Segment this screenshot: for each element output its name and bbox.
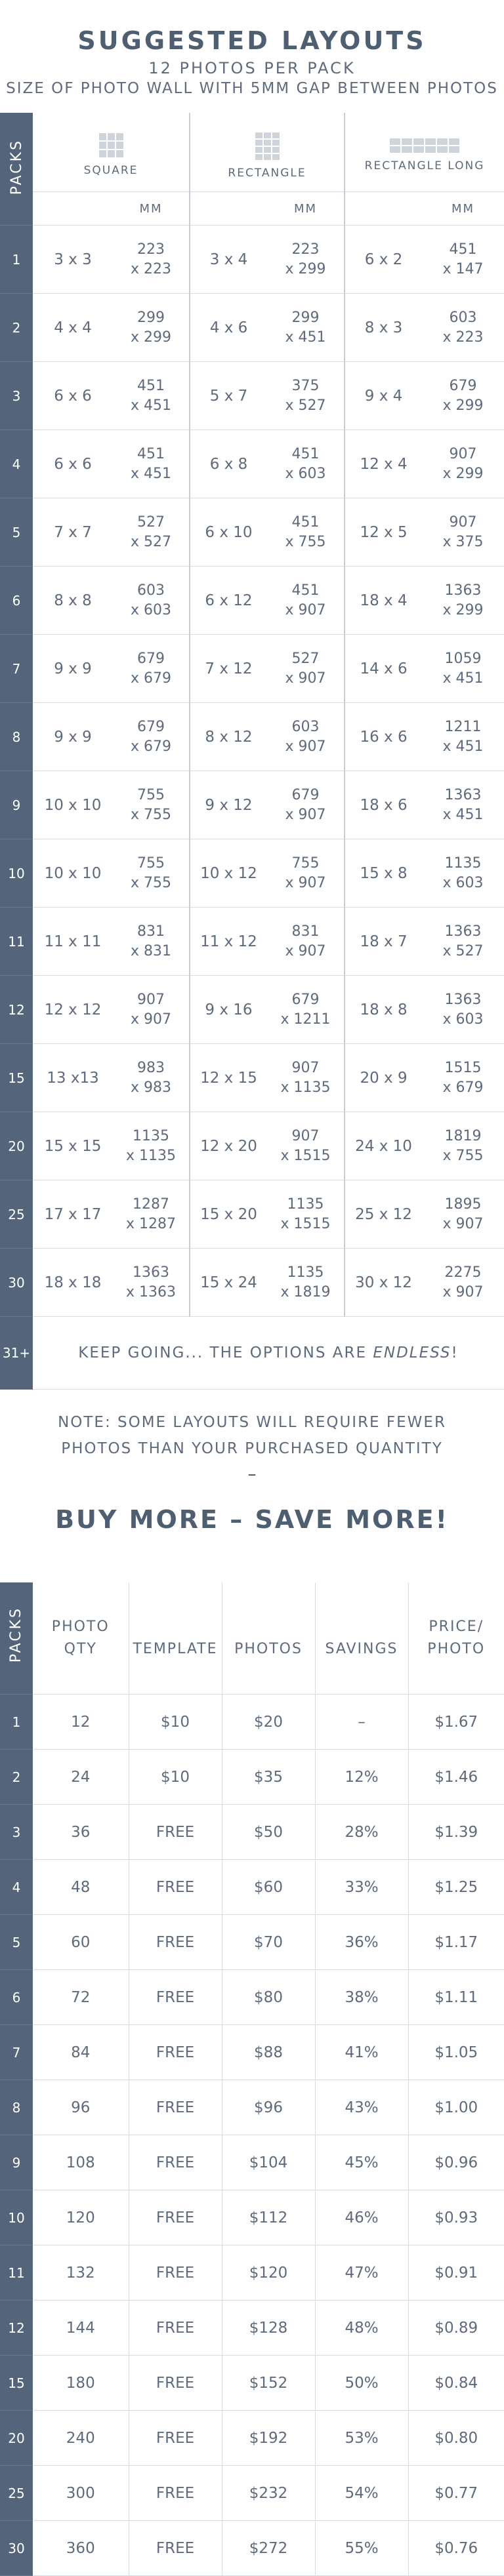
pricing-row: [0, 1695, 504, 1750]
rectangle-long-mm-label: MM: [422, 192, 504, 226]
rectangle-long-size-mm: 1363 x 603: [422, 976, 504, 1044]
rectangle-layout: 10 x 12: [190, 839, 267, 908]
rectangle-size-mm: 451 x 603: [267, 430, 345, 498]
rectangle-long-layout: 30 x 12: [345, 1249, 422, 1317]
price-per-photo: $1.25: [408, 1860, 504, 1915]
rectangle-layout: 12 x 15: [190, 1044, 267, 1112]
rectangle-size-mm: 603 x 907: [267, 703, 345, 771]
template-price: FREE: [129, 2245, 222, 2301]
rectangle-long-layout: 25 x 12: [345, 1180, 422, 1249]
photo-qty: 120: [33, 2190, 129, 2245]
pricing-row: [0, 2025, 504, 2080]
template-price: FREE: [129, 1970, 222, 2025]
rectangle-long-layout: 18 x 7: [345, 908, 422, 976]
photos-header: PHOTOS: [222, 1582, 315, 1695]
pricing-row: [0, 2301, 504, 2356]
photo-qty: 108: [33, 2135, 129, 2190]
photos-price: $96: [222, 2080, 315, 2135]
square-size-mm: 1135 x 1135: [113, 1112, 190, 1180]
square-layout: 6 x 6: [33, 430, 113, 498]
square-layout: 18 x 18: [33, 1249, 113, 1317]
pack-number: 25: [0, 1180, 33, 1249]
rectangle-long-layout: 24 x 10: [345, 1112, 422, 1180]
pack-number: 31+: [0, 1317, 33, 1390]
layout-row: [0, 567, 504, 635]
template-price: FREE: [129, 2466, 222, 2521]
rectangle-size-mm: 527 x 907: [267, 635, 345, 703]
layout-row: [0, 226, 504, 294]
photos-price: $104: [222, 2135, 315, 2190]
pack-number: 15: [0, 2356, 33, 2411]
pack-number: 30: [0, 1249, 33, 1317]
savings: 54%: [315, 2466, 408, 2521]
rectangle-long-layout: 18 x 6: [345, 771, 422, 839]
savings: 41%: [315, 2025, 408, 2080]
layout-row: [0, 771, 504, 839]
layout-row: [0, 703, 504, 771]
layouts-header-row: [0, 113, 504, 192]
rectangle-layout: 6 x 8: [190, 430, 267, 498]
rectangle-size-mm: 299 x 451: [267, 294, 345, 362]
photo-qty: 84: [33, 2025, 129, 2080]
photos-price: $192: [222, 2411, 315, 2466]
rectangle-layout: 12 x 20: [190, 1112, 267, 1180]
pricing-row: [0, 1750, 504, 1805]
photos-price: $272: [222, 2521, 315, 2576]
pack-number: 6: [0, 567, 33, 635]
pricing-row: [0, 1860, 504, 1915]
layout-row: [0, 1180, 504, 1249]
savings: 55%: [315, 2521, 408, 2576]
pricing-row: [0, 2466, 504, 2521]
square-size-mm: 983 x 983: [113, 1044, 190, 1112]
layout-row: [0, 1044, 504, 1112]
photos-price: $112: [222, 2190, 315, 2245]
pack-number: 8: [0, 703, 33, 771]
square-grid-icon: [99, 133, 123, 157]
rectangle-layout: 8 x 12: [190, 703, 267, 771]
rectangle-long-size-mm: 603 x 223: [422, 294, 504, 362]
square-size-mm: 451 x 451: [113, 362, 190, 430]
price-per-photo: $1.39: [408, 1805, 504, 1860]
square-layout: 10 x 10: [33, 839, 113, 908]
square-layout: 12 x 12: [33, 976, 113, 1044]
savings: 33%: [315, 1860, 408, 1915]
price-per-photo: $1.00: [408, 2080, 504, 2135]
size-caption: SIZE OF PHOTO WALL WITH 5MM GAP BETWEEN PHOTOS: [6, 80, 498, 97]
rectangle-layout: 15 x 24: [190, 1249, 267, 1317]
rectangle-long-layout: 14 x 6: [345, 635, 422, 703]
pack-number: 4: [0, 430, 33, 498]
savings: 12%: [315, 1750, 408, 1805]
pack-number: 3: [0, 362, 33, 430]
pricing-row: [0, 1915, 504, 1970]
pack-number: 1: [0, 226, 33, 294]
pack-number: 20: [0, 1112, 33, 1180]
rectangle-long-size-mm: 679 x 299: [422, 362, 504, 430]
rectangle-long-size-mm: 2275 x 907: [422, 1249, 504, 1317]
pack-number: 20: [0, 2411, 33, 2466]
rectangle-layout: 6 x 10: [190, 498, 267, 567]
photo-qty: 300: [33, 2466, 129, 2521]
rectangle-mm-label: MM: [267, 192, 345, 226]
price-per-photo: $0.91: [408, 2245, 504, 2301]
rectangle-long-size-mm: 1895 x 907: [422, 1180, 504, 1249]
square-layout: 6 x 6: [33, 362, 113, 430]
page-title: SUGGESTED LAYOUTS: [77, 26, 427, 55]
layouts-table: [0, 113, 504, 1390]
photos-price: $70: [222, 1915, 315, 1970]
layout-row: [0, 1112, 504, 1180]
price-per-photo: $0.89: [408, 2301, 504, 2356]
page-header: [0, 0, 504, 77]
keep-going-row: [0, 1317, 504, 1390]
pricing-row: [0, 2190, 504, 2245]
square-size-mm: 755 x 755: [113, 839, 190, 908]
layout-row: [0, 362, 504, 430]
square-layout: 9 x 9: [33, 635, 113, 703]
pack-number: 5: [0, 1915, 33, 1970]
rectangle-long-size-mm: 1363 x 527: [422, 908, 504, 976]
savings: 36%: [315, 1915, 408, 1970]
rectangle-long-layout: 9 x 4: [345, 362, 422, 430]
savings: 43%: [315, 2080, 408, 2135]
template-price: FREE: [129, 2521, 222, 2576]
photos-price: $35: [222, 1750, 315, 1805]
savings: 46%: [315, 2190, 408, 2245]
rectangle-layout: 15 x 20: [190, 1180, 267, 1249]
pack-number: 11: [0, 908, 33, 976]
photos-price: $232: [222, 2466, 315, 2521]
rectangle-long-layout: 12 x 5: [345, 498, 422, 567]
rectangle-layout: 9 x 16: [190, 976, 267, 1044]
square-layout: 10 x 10: [33, 771, 113, 839]
pricing-row: [0, 2521, 504, 2576]
pack-number: 30: [0, 2521, 33, 2576]
layout-row: [0, 498, 504, 567]
photos-price: $80: [222, 1970, 315, 2025]
price-per-photo: $0.96: [408, 2135, 504, 2190]
template-price: FREE: [129, 2190, 222, 2245]
layout-row: [0, 908, 504, 976]
pack-number: 9: [0, 771, 33, 839]
photo-qty: 60: [33, 1915, 129, 1970]
square-size-mm: 755 x 755: [113, 771, 190, 839]
rectangle-layout: 6 x 12: [190, 567, 267, 635]
pack-number: 7: [0, 2025, 33, 2080]
rectangle-long-layout: 6 x 2: [345, 226, 422, 294]
savings: –: [315, 1695, 408, 1750]
layout-row: [0, 976, 504, 1044]
pack-number: 2: [0, 1750, 33, 1805]
layouts-unit-row: [0, 192, 504, 226]
pricing-row: [0, 2080, 504, 2135]
rectangle-long-layout: 15 x 8: [345, 839, 422, 908]
photos-price: $60: [222, 1860, 315, 1915]
savings: 53%: [315, 2411, 408, 2466]
photo-qty: 24: [33, 1750, 129, 1805]
layout-row: [0, 430, 504, 498]
price-per-photo: $0.93: [408, 2190, 504, 2245]
photo-qty: 48: [33, 1860, 129, 1915]
square-layout: 8 x 8: [33, 567, 113, 635]
photo-qty: 12: [33, 1695, 129, 1750]
photo-qty-header: PHOTO QTY: [33, 1582, 129, 1695]
pack-number: 12: [0, 976, 33, 1044]
rectangle-size-mm: 831 x 907: [267, 908, 345, 976]
pack-number: 25: [0, 2466, 33, 2521]
photos-price: $20: [222, 1695, 315, 1750]
keep-going-text: KEEP GOING... THE OPTIONS ARE ENDLESS!: [33, 1317, 504, 1390]
rectangle-long-size-mm: 451 x 147: [422, 226, 504, 294]
price-per-photo: $0.84: [408, 2356, 504, 2411]
photos-price: $88: [222, 2025, 315, 2080]
rectangle-size-mm: 451 x 907: [267, 567, 345, 635]
square-size-mm: 1287 x 1287: [113, 1180, 190, 1249]
rectangle-long-size-mm: 1211 x 451: [422, 703, 504, 771]
savings: 48%: [315, 2301, 408, 2356]
square-size-mm: 527 x 527: [113, 498, 190, 567]
template-price: FREE: [129, 1915, 222, 1970]
pricing-row: [0, 2411, 504, 2466]
photos-price: $120: [222, 2245, 315, 2301]
square-layout: 11 x 11: [33, 908, 113, 976]
photo-qty: 180: [33, 2356, 129, 2411]
pack-number: 12: [0, 2301, 33, 2356]
square-mm-label: MM: [113, 192, 190, 226]
square-layout: 9 x 9: [33, 703, 113, 771]
pack-number: 11: [0, 2245, 33, 2301]
template-header: TEMPLATE: [129, 1582, 222, 1695]
pricing-packs-side-label: PACKS: [0, 1582, 33, 1695]
pack-number: 2: [0, 294, 33, 362]
pricing-row: [0, 2245, 504, 2301]
price-per-photo: $1.67: [408, 1695, 504, 1750]
rectangle-long-header: RECTANGLE LONG: [345, 113, 504, 192]
rectangle-layout: 5 x 7: [190, 362, 267, 430]
square-size-mm: 1363 x 1363: [113, 1249, 190, 1317]
template-price: $10: [129, 1695, 222, 1750]
photo-qty: 96: [33, 2080, 129, 2135]
pack-number: 10: [0, 2190, 33, 2245]
photo-qty: 360: [33, 2521, 129, 2576]
pack-number: 6: [0, 1970, 33, 2025]
template-price: FREE: [129, 1805, 222, 1860]
square-size-mm: 299 x 299: [113, 294, 190, 362]
savings: 47%: [315, 2245, 408, 2301]
template-price: FREE: [129, 2356, 222, 2411]
rectangle-long-size-mm: 907 x 375: [422, 498, 504, 567]
rectangle-layout: 4 x 6: [190, 294, 267, 362]
rectangle-size-mm: 1135 x 1819: [267, 1249, 345, 1317]
layout-row: [0, 839, 504, 908]
pack-number: 4: [0, 1860, 33, 1915]
square-layout: 3 x 3: [33, 226, 113, 294]
rectangle-grid-icon: [255, 132, 280, 160]
template-price: FREE: [129, 2135, 222, 2190]
square-size-mm: 603 x 603: [113, 567, 190, 635]
price-per-photo: $0.80: [408, 2411, 504, 2466]
photo-qty: 36: [33, 1805, 129, 1860]
photos-price: $128: [222, 2301, 315, 2356]
savings: 50%: [315, 2356, 408, 2411]
layouts-note: NOTE: SOME LAYOUTS WILL REQUIRE FEWER PHOTOS THAN YOUR PURCHASED QUANTITY: [58, 1414, 446, 1457]
rectangle-long-layout: 12 x 4: [345, 430, 422, 498]
pack-number: 1: [0, 1695, 33, 1750]
rectangle-long-size-mm: 1819 x 755: [422, 1112, 504, 1180]
photos-price: $152: [222, 2356, 315, 2411]
rectangle-long-layout: 16 x 6: [345, 703, 422, 771]
rectangle-size-mm: 755 x 907: [267, 839, 345, 908]
rectangle-size-mm: 679 x 907: [267, 771, 345, 839]
square-layout: 13 x13: [33, 1044, 113, 1112]
square-size-mm: 831 x 831: [113, 908, 190, 976]
template-price: FREE: [129, 2411, 222, 2466]
rectangle-long-size-mm: 1363 x 451: [422, 771, 504, 839]
square-layout: 7 x 7: [33, 498, 113, 567]
rectangle-size-mm: 907 x 1135: [267, 1044, 345, 1112]
template-price: FREE: [129, 2080, 222, 2135]
template-price: FREE: [129, 2301, 222, 2356]
price-per-photo: $0.76: [408, 2521, 504, 2576]
rectangle-size-mm: 451 x 755: [267, 498, 345, 567]
rectangle-layout: 9 x 12: [190, 771, 267, 839]
rectangle-long-size-mm: 1363 x 299: [422, 567, 504, 635]
savings: 28%: [315, 1805, 408, 1860]
layout-row: [0, 1249, 504, 1317]
square-size-mm: 679 x 679: [113, 635, 190, 703]
rectangle-long-size-mm: 1059 x 451: [422, 635, 504, 703]
price-per-photo-header: PRICE/ PHOTO: [408, 1582, 504, 1695]
savings: 45%: [315, 2135, 408, 2190]
rectangle-long-layout: 18 x 8: [345, 976, 422, 1044]
layout-row: [0, 635, 504, 703]
template-price: $10: [129, 1750, 222, 1805]
pack-number: 10: [0, 839, 33, 908]
pricing-row: [0, 1805, 504, 1860]
pack-number: 15: [0, 1044, 33, 1112]
square-size-mm: 907 x 907: [113, 976, 190, 1044]
note-dash: –: [247, 1464, 257, 1484]
photos-price: $50: [222, 1805, 315, 1860]
rectangle-layout: 7 x 12: [190, 635, 267, 703]
square-layout: 15 x 15: [33, 1112, 113, 1180]
savings-header: SAVINGS: [315, 1582, 408, 1695]
rectangle-long-grid-icon: [390, 138, 459, 153]
pricing-row: [0, 2135, 504, 2190]
rectangle-long-size-mm: 907 x 299: [422, 430, 504, 498]
rectangle-size-mm: 1135 x 1515: [267, 1180, 345, 1249]
pack-number: 8: [0, 2080, 33, 2135]
pricing-row: [0, 2356, 504, 2411]
photo-qty: 144: [33, 2301, 129, 2356]
price-per-photo: $1.17: [408, 1915, 504, 1970]
rectangle-layout: 11 x 12: [190, 908, 267, 976]
square-size-mm: 451 x 451: [113, 430, 190, 498]
pricing-table: [0, 1582, 504, 2576]
rectangle-long-size-mm: 1515 x 679: [422, 1044, 504, 1112]
rectangle-long-layout: 8 x 3: [345, 294, 422, 362]
pack-number: 5: [0, 498, 33, 567]
rectangle-size-mm: 375 x 527: [267, 362, 345, 430]
pack-number: 9: [0, 2135, 33, 2190]
rectangle-long-size-mm: 1135 x 603: [422, 839, 504, 908]
template-price: FREE: [129, 1860, 222, 1915]
rectangle-long-layout: 18 x 4: [345, 567, 422, 635]
pack-number: 7: [0, 635, 33, 703]
square-size-mm: 223 x 223: [113, 226, 190, 294]
price-per-photo: $1.46: [408, 1750, 504, 1805]
price-per-photo: $0.77: [408, 2466, 504, 2521]
rectangle-size-mm: 223 x 299: [267, 226, 345, 294]
photo-qty: 240: [33, 2411, 129, 2466]
template-price: FREE: [129, 2025, 222, 2080]
price-per-photo: $1.05: [408, 2025, 504, 2080]
rectangle-size-mm: 679 x 1211: [267, 976, 345, 1044]
rectangle-layout: 3 x 4: [190, 226, 267, 294]
page-subtitle: 12 PHOTOS PER PACK: [148, 59, 356, 77]
pricing-header-row: [0, 1582, 504, 1695]
square-size-mm: 679 x 679: [113, 703, 190, 771]
buy-more-title: BUY MORE – SAVE MORE!: [55, 1505, 449, 1534]
rectangle-long-layout: 20 x 9: [345, 1044, 422, 1112]
pack-number: 3: [0, 1805, 33, 1860]
pricing-row: [0, 1970, 504, 2025]
layout-row: [0, 294, 504, 362]
photo-qty: 72: [33, 1970, 129, 2025]
packs-side-label: PACKS: [0, 113, 33, 226]
price-per-photo: $1.11: [408, 1970, 504, 2025]
square-layout: 17 x 17: [33, 1180, 113, 1249]
square-layout: 4 x 4: [33, 294, 113, 362]
rectangle-size-mm: 907 x 1515: [267, 1112, 345, 1180]
rectangle-header: RECTANGLE: [190, 113, 345, 192]
square-header: SQUARE: [33, 113, 190, 192]
photo-qty: 132: [33, 2245, 129, 2301]
savings: 38%: [315, 1970, 408, 2025]
